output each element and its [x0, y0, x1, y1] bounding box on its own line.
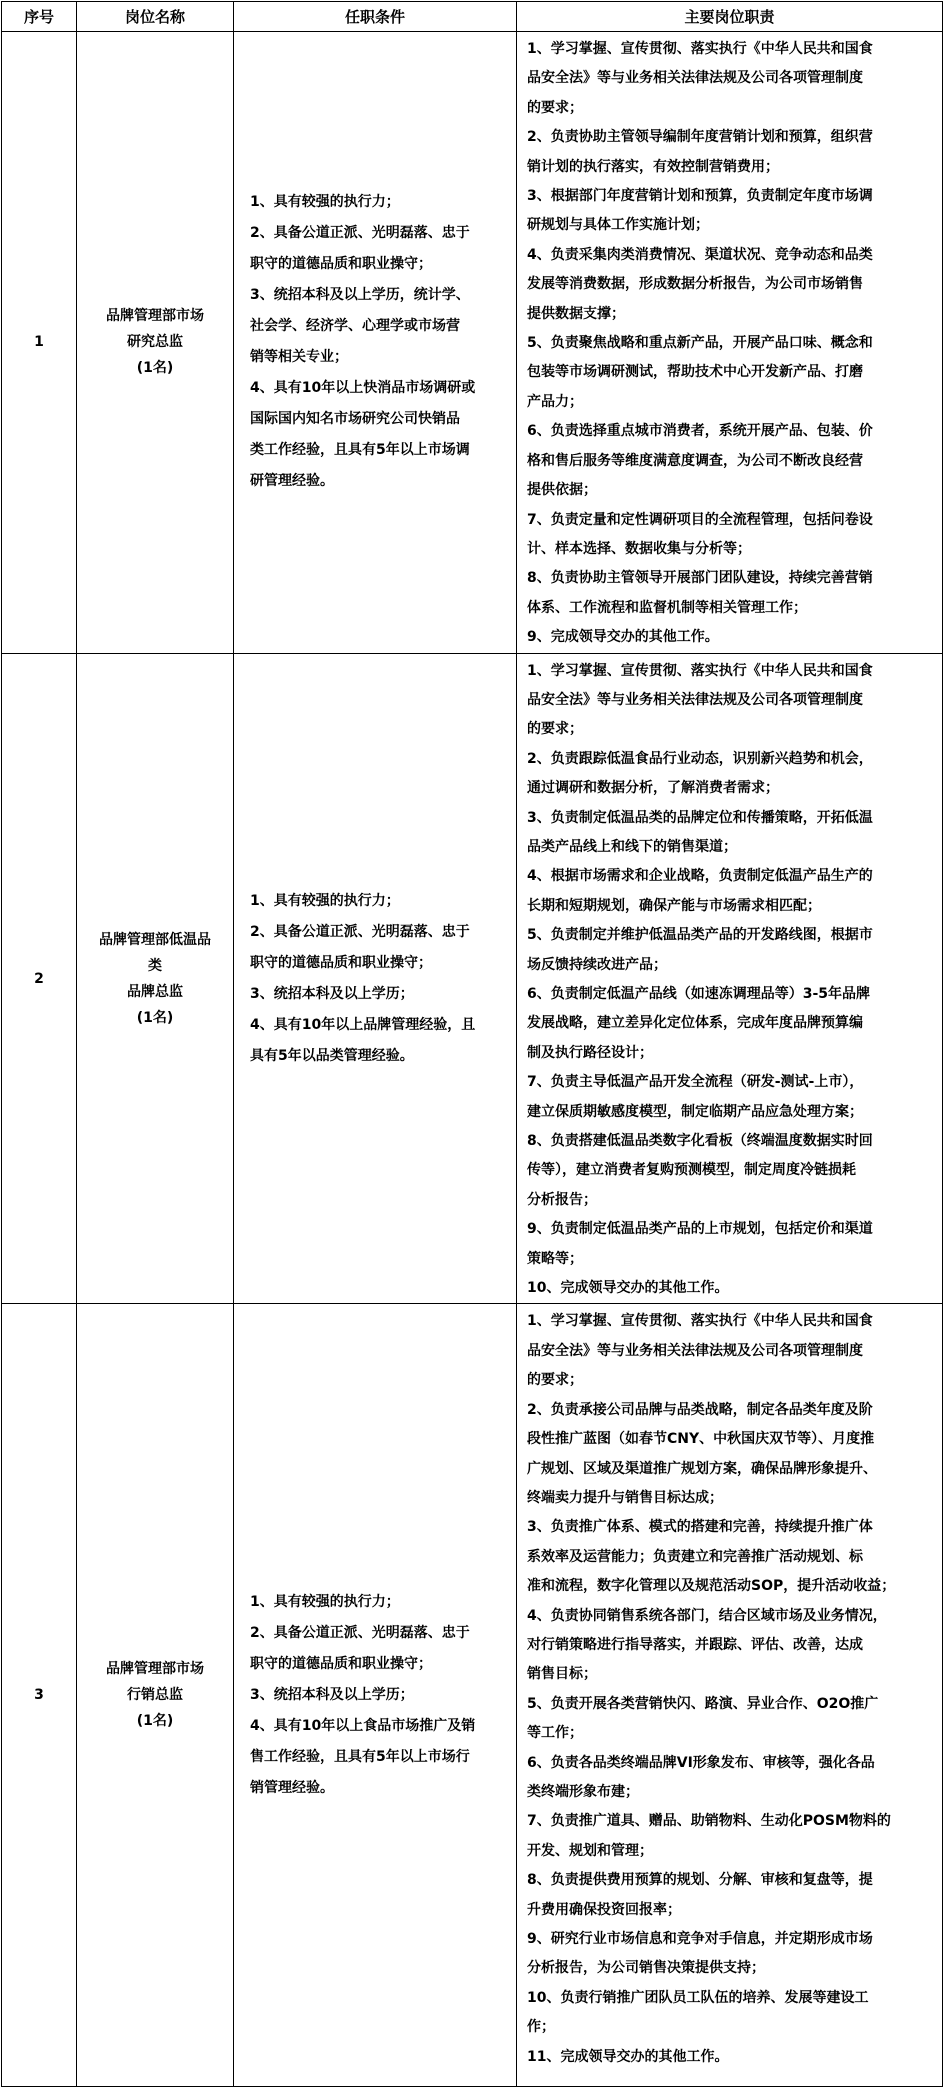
- requirement-line: 2、具备公道正派、光明磊落、忠于: [250, 225, 470, 242]
- requirement-line: 1、具有较强的执行力；: [250, 1593, 400, 1610]
- duty-line: 9、研究行业市场信息和竞争对手信息，并定期形成市场: [527, 1931, 873, 1947]
- duty-line: 品安全法》等与业务相关法律法规及公司各项管理制度: [527, 691, 863, 708]
- duty-line: 3、负责制定低温品类的品牌定位和传播策略，开拓低温: [527, 809, 873, 826]
- duty-line: 体系、工作流程和监督机制等相关管理工作；: [527, 599, 807, 616]
- duty-line: 1、学习掌握、宣传贯彻、落实执行《中华人民共和国食: [527, 1313, 873, 1330]
- requirement-line: 销等相关专业；: [250, 349, 348, 366]
- requirement-line: 3、统招本科及以上学历；: [250, 985, 414, 1002]
- duty-line: 2、负责跟踪低温食品行业动态，识别新兴趋势和机会，: [527, 750, 873, 767]
- requirement-line: 2、具备公道正派、光明磊落、忠于: [250, 923, 470, 940]
- duty-line: 准和流程，数字化管理以及规范活动SOP，提升活动收益；: [527, 1578, 896, 1595]
- duty-line: 类终端形象布建；: [527, 1783, 639, 1800]
- position-line: 类: [148, 957, 162, 974]
- duty-line: 升费用确保投资回报率；: [527, 1901, 681, 1918]
- duty-line: 长期和短期规划，确保产能与市场需求相匹配；: [527, 897, 821, 914]
- duty-line: 产品力；: [527, 393, 583, 410]
- duty-line: 终端卖力提升与销售目标达成；: [527, 1489, 723, 1506]
- duty-line: 提供依据；: [527, 482, 597, 499]
- duty-line: 分析报告，为公司销售决策提供支持；: [527, 1960, 765, 1977]
- requirement-line: 4、具有10年以上快消品市场调研或: [250, 380, 476, 397]
- duty-line: 分析报告；: [527, 1191, 597, 1208]
- seq-cell: 3: [2, 1304, 77, 2087]
- requirement-line: 职守的道德品质和职业操守；: [250, 954, 432, 971]
- duty-line: 对行销策略进行指导落实，并跟踪、评估、改善，达成: [527, 1636, 863, 1653]
- requirements-cell: [234, 653, 517, 1304]
- requirement-line: 具有5年以品类管理经验。: [250, 1047, 414, 1064]
- duty-line: 8、负责提供费用预算的规划、分解、审核和复盘等，提: [527, 1872, 873, 1889]
- duty-line: 3、根据部门年度营销计划和预算，负责制定年度市场调: [527, 188, 873, 205]
- position-line: 品牌管理部低温品: [99, 931, 211, 948]
- requirement-line: 2、具备公道正派、光明磊落、忠于: [250, 1624, 470, 1641]
- requirement-line: 社会学、经济学、心理学或市场营: [250, 318, 460, 335]
- duty-line: 7、负责定量和定性调研项目的全流程管理，包括问卷设: [527, 511, 873, 528]
- duties-cell: [517, 32, 943, 654]
- requirements-cell: [234, 32, 517, 654]
- duty-line: 8、负责协助主管领导开展部门团队建设，持续完善营销: [527, 570, 873, 587]
- duty-line: 5、负责开展各类营销快闪、路演、异业合作、O2O推广: [527, 1695, 879, 1712]
- position-cell: [77, 32, 234, 654]
- duty-line: 广规划、区域及渠道推广规划方案，确保品牌形象提升、: [527, 1460, 877, 1477]
- duties-cell: [517, 1304, 943, 2087]
- requirement-line: 研管理经验。: [250, 473, 334, 490]
- duty-line: 4、根据市场需求和企业战略，负责制定低温产品生产的: [527, 868, 873, 885]
- duties-cell: [517, 653, 943, 1304]
- duty-line: 2、负责承接公司品牌与品类战略，制定各品类年度及阶: [527, 1401, 873, 1418]
- duty-line: 11、完成领导交办的其他工作。: [527, 2048, 729, 2065]
- duty-line: 7、负责主导低温产品开发全流程（研发-测试-上市），: [527, 1074, 864, 1091]
- requirement-line: 4、具有10年以上品牌管理经验，且: [250, 1016, 476, 1033]
- duty-line: 等工作；: [527, 1725, 583, 1742]
- duty-line: 3、负责推广体系、模式的搭建和完善，持续提升推广体: [527, 1519, 873, 1536]
- job-table: [1, 1, 943, 2087]
- duty-line: 6、负责各品类终端品牌VI形象发布、审核等，强化各品: [527, 1754, 875, 1771]
- duty-line: 作；: [527, 2019, 555, 2036]
- requirement-line: 销管理经验。: [250, 1779, 334, 1796]
- requirement-line: 3、统招本科及以上学历；: [250, 1686, 414, 1703]
- duty-line: 段性推广蓝图（如春节CNY、中秋国庆双节等）、月度推: [527, 1431, 875, 1448]
- duty-line: 1、学习掌握、宣传贯彻、落实执行《中华人民共和国食: [527, 41, 873, 57]
- position-line: 行销总监: [127, 1687, 183, 1704]
- duty-line: 4、负责采集肉类消费情况、渠道状况、竞争动态和品类: [527, 246, 873, 263]
- duty-line: 9、完成领导交办的其他工作。: [527, 629, 719, 646]
- duty-line: 系效率及运营能力；负责建立和完善推广活动规划、标: [527, 1548, 863, 1565]
- duty-line: 的要求；: [527, 721, 583, 738]
- duty-line: 6、负责制定低温产品线（如速冻调理品等）3-5年品牌: [527, 986, 871, 1002]
- header-seq: 序号: [2, 2, 77, 32]
- requirement-line: 售工作经验，且具有5年以上市场行: [250, 1748, 470, 1765]
- duty-line: 10、负责行销推广团队员工队伍的培养、发展等建设工: [527, 1989, 869, 2006]
- duty-line: 计、样本选择、数据收集与分析等；: [527, 540, 751, 557]
- header-row: [2, 2, 943, 32]
- position-line: (1名): [136, 1713, 174, 1730]
- duty-line: 品安全法》等与业务相关法律法规及公司各项管理制度: [527, 70, 863, 87]
- duty-line: 建立保质期敏感度模型，制定临期产品应急处理方案；: [527, 1103, 863, 1120]
- duty-line: 10、完成领导交办的其他工作。: [527, 1280, 729, 1297]
- duty-line: 发展战略，建立差异化定位体系，完成年度品牌预算编: [527, 1015, 863, 1032]
- duty-line: 5、负责聚焦战略和重点新产品，开展产品口味、概念和: [527, 335, 873, 352]
- duty-line: 通过调研和数据分析，了解消费者需求；: [527, 780, 779, 797]
- duty-line: 的要求；: [527, 1372, 583, 1389]
- requirement-line: 国际国内知名市场研究公司快销品: [250, 411, 460, 428]
- duty-line: 包装等市场调研测试，帮助技术中心开发新产品、打磨: [527, 364, 863, 381]
- duty-line: 的要求；: [527, 99, 583, 116]
- header-duties: 主要岗位职责: [517, 2, 943, 32]
- duty-line: 格和售后服务等维度满意度调查，为公司不断改良经营: [527, 452, 863, 469]
- requirement-line: 1、具有较强的执行力；: [250, 194, 400, 211]
- duty-line: 5、负责制定并维护低温品类产品的开发路线图，根据市: [527, 927, 873, 944]
- position-line: 品牌管理部市场: [106, 1661, 204, 1678]
- requirement-line: 职守的道德品质和职业操守；: [250, 256, 432, 273]
- table-row: [2, 32, 943, 654]
- duty-line: 品安全法》等与业务相关法律法规及公司各项管理制度: [527, 1342, 863, 1359]
- duty-line: 策略等；: [527, 1250, 583, 1267]
- duty-line: 8、负责搭建低温品类数字化看板（终端温度数据实时回: [527, 1133, 873, 1150]
- duty-line: 7、负责推广道具、赠品、助销物料、生动化POSM物料的: [527, 1813, 891, 1830]
- duty-line: 研规划与具体工作实施计划；: [527, 217, 709, 234]
- position-line: (1名): [136, 1009, 174, 1026]
- duty-line: 发展等消费数据，形成数据分析报告，为公司市场销售: [527, 276, 863, 293]
- duty-line: 4、负责协同销售系统各部门，结合区域市场及业务情况，: [527, 1607, 887, 1624]
- position-line: 研究总监: [127, 334, 183, 351]
- duty-line: 1、学习掌握、宣传贯彻、落实执行《中华人民共和国食: [527, 662, 873, 679]
- duty-line: 销售目标；: [527, 1666, 597, 1683]
- header-requirements: 任职条件: [234, 2, 517, 32]
- table-row: [2, 653, 943, 1304]
- position-line: 品牌总监: [127, 983, 183, 1000]
- duty-line: 传等），建立消费者复购预测模型，制定周度冷链损耗: [527, 1162, 856, 1179]
- seq-cell: 2: [2, 653, 77, 1304]
- position-line: (1名): [136, 360, 174, 377]
- duty-line: 2、负责协助主管领导编制年度营销计划和预算，组织营: [527, 129, 873, 146]
- duty-line: 6、负责选择重点城市消费者，系统开展产品、包装、价: [527, 423, 873, 440]
- requirement-line: 职守的道德品质和职业操守；: [250, 1655, 432, 1672]
- position-line: 品牌管理部市场: [106, 308, 204, 325]
- header-position: 岗位名称: [77, 2, 234, 32]
- position-cell: [77, 1304, 234, 2087]
- requirement-line: 1、具有较强的执行力；: [250, 892, 400, 909]
- table-row: [2, 1304, 943, 2087]
- duty-line: 销计划的执行落实，有效控制营销费用；: [527, 158, 779, 175]
- seq-cell: 1: [2, 32, 77, 654]
- duty-line: 制及执行路径设计；: [527, 1044, 653, 1061]
- position-cell: [77, 653, 234, 1304]
- duty-line: 开发、规划和管理；: [527, 1842, 653, 1859]
- requirement-line: 4、具有10年以上食品市场推广及销: [250, 1717, 476, 1734]
- duty-line: 9、负责制定低温品类产品的上市规划，包括定价和渠道: [527, 1221, 873, 1238]
- duty-line: 场反馈持续改进产品；: [527, 956, 667, 973]
- requirement-line: 3、统招本科及以上学历，统计学、: [250, 287, 470, 304]
- requirements-cell: [234, 1304, 517, 2087]
- duty-line: 提供数据支撑；: [527, 305, 625, 322]
- duty-line: 品类产品线上和线下的销售渠道；: [527, 838, 737, 855]
- requirement-line: 类工作经验，且具有5年以上市场调: [250, 442, 470, 459]
